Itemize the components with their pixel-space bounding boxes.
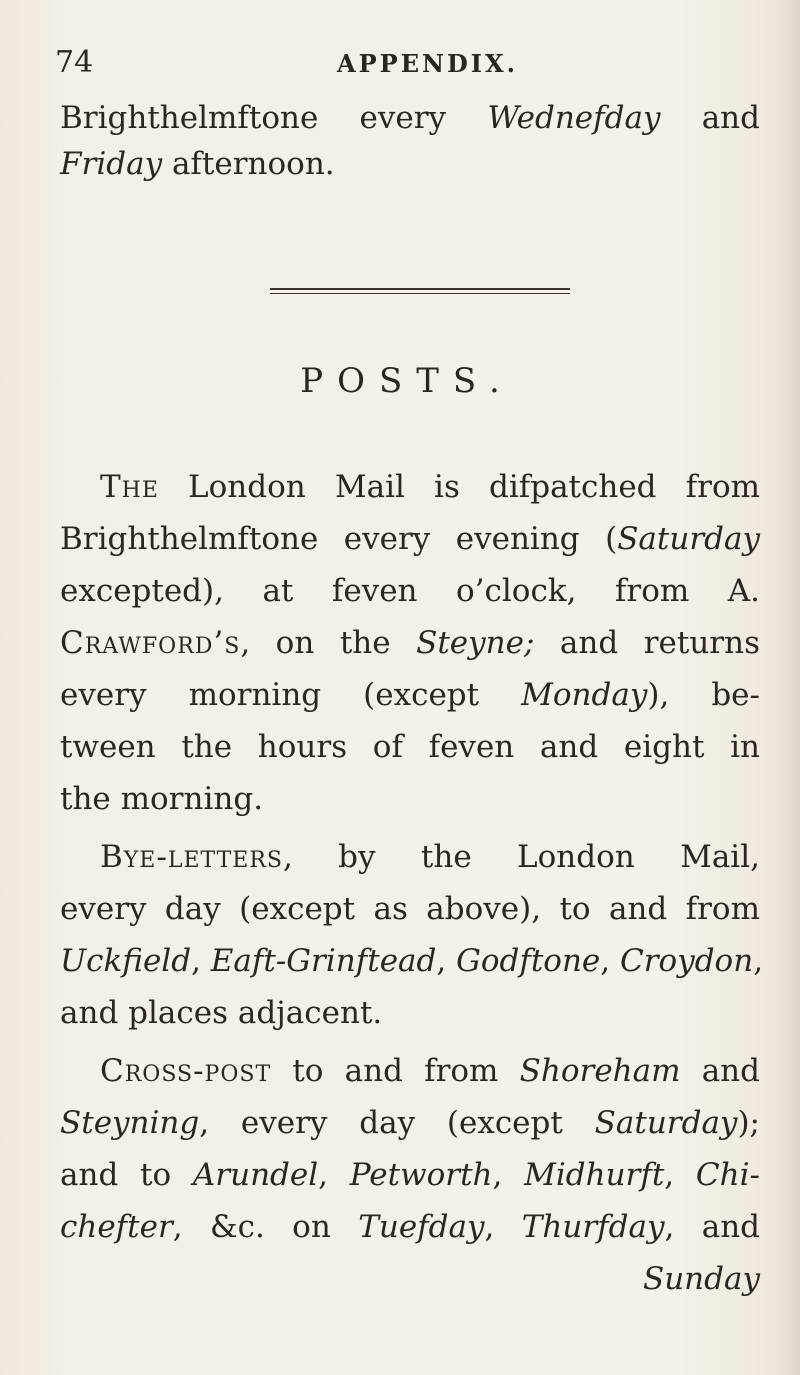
para-italic: Saturday	[617, 521, 760, 557]
intro-line-1	[60, 95, 760, 141]
para1-line-7: the morning.	[60, 781, 264, 817]
place-name: Midhurft	[524, 1157, 665, 1193]
para-text: every morning (except	[60, 677, 522, 713]
para2-line-4: and places adjacent.	[60, 995, 383, 1031]
para-text: ,	[492, 1157, 525, 1193]
place-name: Croydon	[620, 943, 754, 979]
intro-text: Brighthelmftone every	[60, 100, 488, 136]
para-text: and to	[60, 1157, 193, 1193]
para1-line-1	[100, 464, 760, 510]
section-title: POSTS.	[300, 361, 514, 401]
place-name: Chi-	[695, 1157, 760, 1193]
para-text: ,	[753, 943, 764, 979]
para3-line-2	[60, 1100, 760, 1146]
place-name: Steyning	[60, 1105, 200, 1141]
running-head: APPENDIX.	[337, 49, 518, 78]
para-text: ), be-	[647, 677, 761, 713]
para3-line-4	[60, 1204, 760, 1250]
para-text: ,	[191, 943, 211, 979]
para1-line-6: tween the hours of feven and eight in	[60, 729, 760, 765]
para-text: Brighthelmftone every evening (	[60, 521, 618, 557]
place-name: Eaft-Grinftead	[210, 943, 437, 979]
para2-line-2: every day (except as above), to and from	[60, 891, 760, 927]
para3-line-3	[60, 1152, 760, 1198]
intro-text: and	[660, 100, 760, 136]
para-italic: Monday	[521, 677, 648, 713]
para-text: to and from	[271, 1053, 520, 1089]
divider-rule-top	[270, 288, 570, 290]
para-text: , and	[664, 1209, 760, 1245]
page-number: 74	[55, 45, 94, 80]
para-text: );	[737, 1105, 760, 1141]
para3-line-1	[100, 1048, 760, 1094]
para-text: and returns	[534, 625, 760, 661]
intro-text: afternoon.	[162, 146, 335, 182]
para-italic: Thurfday	[521, 1209, 665, 1245]
para-text: ,	[318, 1157, 350, 1193]
para2-line-3	[60, 938, 764, 984]
place-name: chefter	[60, 1209, 173, 1245]
para-italic: Steyne;	[416, 625, 535, 661]
para-text: , on the	[240, 625, 417, 661]
para-text: ,	[600, 943, 620, 979]
place-name: Godftone	[456, 943, 601, 979]
para-text: , by the London Mail,	[282, 839, 760, 875]
para-text: ,	[664, 1157, 696, 1193]
intro-day: Wednefday	[487, 100, 661, 136]
para-lead: Cross-post	[100, 1053, 272, 1089]
para2-line-1	[100, 834, 760, 880]
intro-line-2	[60, 141, 760, 187]
place-name: Arundel	[192, 1157, 319, 1193]
para-text: ,	[436, 943, 457, 979]
para1-line-3: excepted), at feven o’clock, from A.	[60, 573, 760, 609]
place-name: Uckfield	[60, 943, 192, 979]
para1-line-2	[60, 516, 760, 562]
para-lead: Bye-letters	[100, 839, 283, 875]
catchword: Sunday	[642, 1261, 760, 1297]
divider-rule-bottom	[270, 293, 570, 294]
para-italic: Tuefday	[358, 1209, 485, 1245]
para-text: ,	[484, 1209, 522, 1245]
page-edge-shadow	[774, 0, 800, 1375]
para-text: London Mail is difpatched from	[158, 469, 760, 505]
para-name: Crawford’s	[60, 625, 241, 661]
para-text: and	[680, 1053, 760, 1089]
para-text: , &c. on	[172, 1209, 359, 1245]
place-name: Petworth	[349, 1157, 493, 1193]
para-italic: Saturday	[594, 1105, 738, 1141]
para1-line-4	[60, 620, 760, 666]
intro-day: Friday	[60, 146, 163, 182]
para-lead: The	[100, 469, 159, 505]
para1-line-5	[60, 672, 760, 718]
para-text: , every day (except	[199, 1105, 595, 1141]
page-header	[55, 45, 755, 85]
place-name: Shoreham	[519, 1053, 681, 1089]
